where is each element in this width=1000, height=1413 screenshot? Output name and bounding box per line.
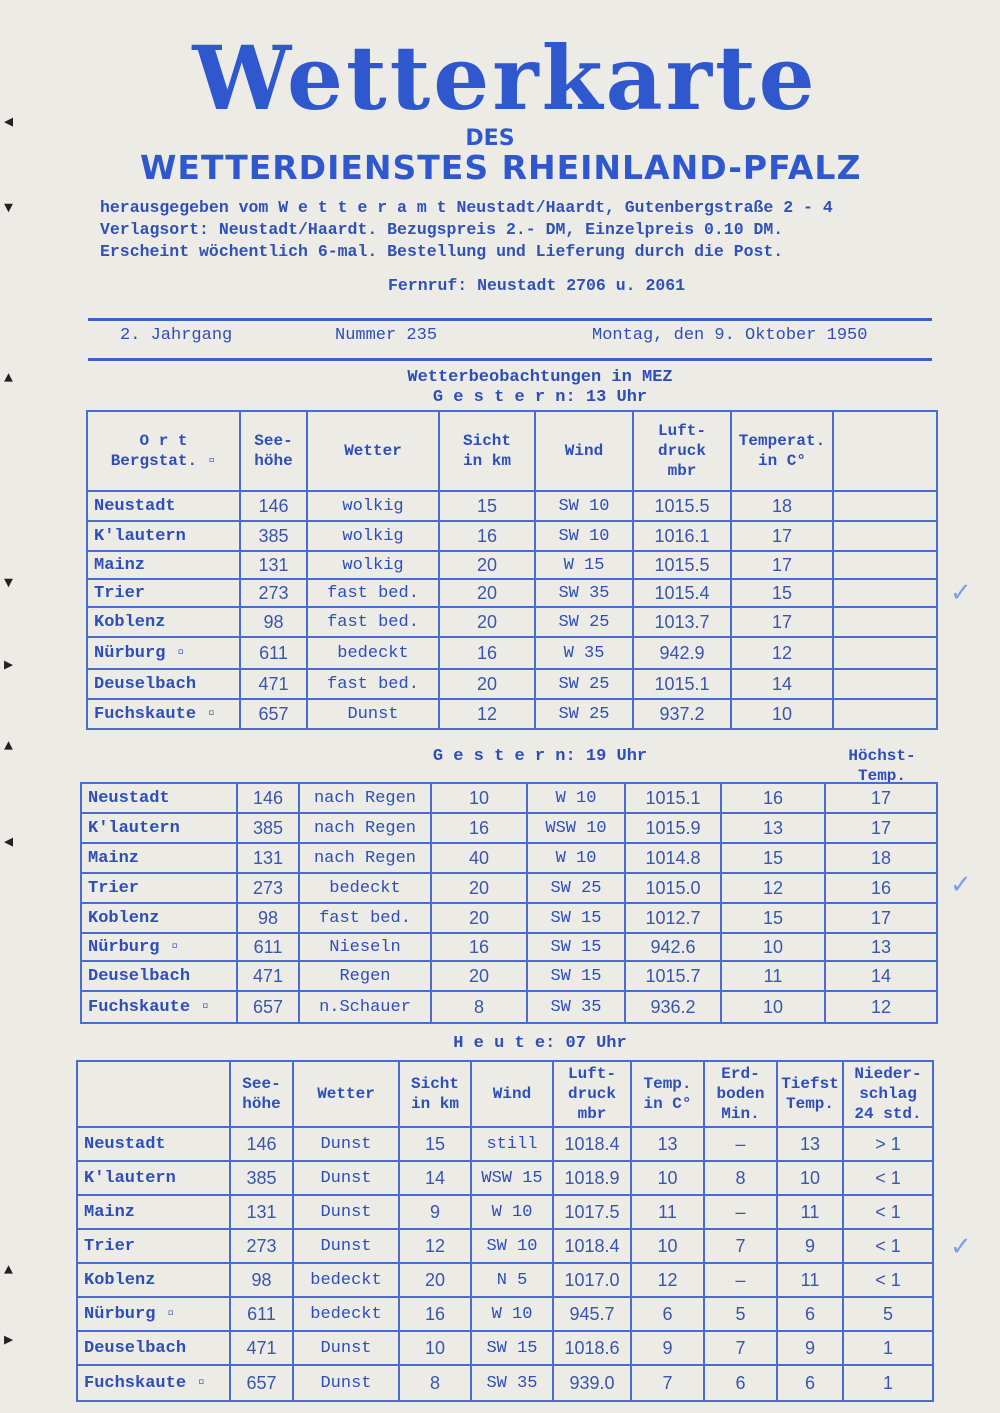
altitude-cell: 385 xyxy=(237,813,299,843)
wind-cell: SW 10 xyxy=(535,521,633,551)
table-row xyxy=(87,607,937,637)
temperature-cell: 14 xyxy=(731,669,833,699)
table-row xyxy=(87,521,937,551)
station-cell: Nürburg ▫ xyxy=(77,1297,230,1331)
weather-cell: bedeckt xyxy=(293,1263,399,1297)
issue-number: Nummer 235 xyxy=(335,326,438,345)
wind-cell: SW 25 xyxy=(535,607,633,637)
altitude-cell: 611 xyxy=(237,933,299,961)
altitude-cell: 131 xyxy=(230,1195,293,1229)
header-seehoehe: See- höhe xyxy=(230,1061,293,1127)
header-seehoehe: See- höhe xyxy=(240,411,307,491)
ground-min-cell: 6 xyxy=(704,1365,777,1401)
min-temp-cell: 9 xyxy=(777,1229,843,1263)
temperature-cell: 18 xyxy=(731,491,833,521)
station-cell: Mainz xyxy=(81,843,237,873)
station-cell: Trier xyxy=(81,873,237,903)
weather-cell: Regen xyxy=(299,961,431,991)
wind-cell: W 15 xyxy=(535,551,633,579)
temperature-cell: 15 xyxy=(731,579,833,607)
header-luftdruck: Luft- druck mbr xyxy=(553,1061,631,1127)
weather-cell: Dunst xyxy=(307,699,439,729)
precipitation-cell: < 1 xyxy=(843,1229,933,1263)
header-ort-empty xyxy=(77,1061,230,1127)
altitude-cell: 657 xyxy=(230,1365,293,1401)
min-temp-cell: 6 xyxy=(777,1365,843,1401)
temperature-cell: 12 xyxy=(731,637,833,669)
altitude-cell: 131 xyxy=(237,843,299,873)
weather-cell: Dunst xyxy=(293,1331,399,1365)
visibility-cell: 15 xyxy=(399,1127,471,1161)
min-temp-cell: 9 xyxy=(777,1331,843,1365)
weather-cell: n.Schauer xyxy=(299,991,431,1023)
weather-cell: Dunst xyxy=(293,1195,399,1229)
wind-cell: WSW 10 xyxy=(527,813,625,843)
temperature-cell: 10 xyxy=(731,699,833,729)
pressure-cell: 1018.9 xyxy=(553,1161,631,1195)
station-cell: Trier xyxy=(87,579,240,607)
altitude-cell: 471 xyxy=(237,961,299,991)
weather-cell: nach Regen xyxy=(299,813,431,843)
weather-cell: Dunst xyxy=(293,1127,399,1161)
phone-line: Fernruf: Neustadt 2706 u. 2061 xyxy=(388,276,686,295)
max-temp-cell: 13 xyxy=(825,933,937,961)
visibility-cell: 16 xyxy=(399,1297,471,1331)
pressure-cell: 1017.0 xyxy=(553,1263,631,1297)
visibility-cell: 20 xyxy=(439,551,535,579)
ground-min-cell: 7 xyxy=(704,1229,777,1263)
pressure-cell: 1018.4 xyxy=(553,1127,631,1161)
pressure-cell: 1016.1 xyxy=(633,521,731,551)
pressure-cell: 936.2 xyxy=(625,991,721,1023)
margin-mark: ▶ xyxy=(4,1332,14,1349)
station-cell: Neustadt xyxy=(77,1127,230,1161)
pressure-cell: 1018.6 xyxy=(553,1331,631,1365)
section-gestern-19-heading: G e s t e r n: 19 Uhr xyxy=(432,747,648,766)
table-row xyxy=(87,669,937,699)
temperature-cell: 17 xyxy=(731,607,833,637)
header-niederschlag: Nieder- schlag 24 std. xyxy=(843,1061,933,1127)
altitude-cell: 657 xyxy=(240,699,307,729)
max-temp-cell: 14 xyxy=(825,961,937,991)
wind-cell: still xyxy=(471,1127,553,1161)
wind-cell: WSW 15 xyxy=(471,1161,553,1195)
weather-cell: Dunst xyxy=(293,1365,399,1401)
visibility-cell: 20 xyxy=(431,873,527,903)
temperature-cell: 9 xyxy=(631,1331,704,1365)
max-temp-cell: 12 xyxy=(825,991,937,1023)
altitude-cell: 471 xyxy=(230,1331,293,1365)
altitude-cell: 611 xyxy=(230,1297,293,1331)
table-row xyxy=(87,637,937,669)
pressure-cell: 1012.7 xyxy=(625,903,721,933)
table-row xyxy=(77,1229,933,1263)
precipitation-cell: < 1 xyxy=(843,1161,933,1195)
altitude-cell: 146 xyxy=(240,491,307,521)
table-row xyxy=(87,579,937,607)
station-cell: Koblenz xyxy=(87,607,240,637)
table-row xyxy=(81,933,937,961)
station-cell: Deuselbach xyxy=(77,1331,230,1365)
station-cell: Neustadt xyxy=(87,491,240,521)
header-wind: Wind xyxy=(535,411,633,491)
visibility-cell: 20 xyxy=(439,607,535,637)
altitude-cell: 273 xyxy=(240,579,307,607)
wind-cell: SW 15 xyxy=(527,933,625,961)
pressure-cell: 939.0 xyxy=(553,1365,631,1401)
table-row xyxy=(87,491,937,521)
temperature-cell: 10 xyxy=(721,991,825,1023)
visibility-cell: 10 xyxy=(431,783,527,813)
visibility-cell: 20 xyxy=(431,903,527,933)
header-hoechst-temp: Höchst- Temp. xyxy=(848,747,916,785)
pressure-cell: 1015.0 xyxy=(625,873,721,903)
max-temp-cell: 16 xyxy=(825,873,937,903)
min-temp-cell: 11 xyxy=(777,1195,843,1229)
wind-cell: W 10 xyxy=(527,783,625,813)
weather-cell: bedeckt xyxy=(293,1297,399,1331)
issue-date: Montag, den 9. Oktober 1950 xyxy=(592,326,868,345)
table-row xyxy=(81,783,937,813)
weather-cell: nach Regen xyxy=(299,843,431,873)
temperature-cell: 17 xyxy=(731,521,833,551)
margin-mark: ▼ xyxy=(4,200,14,217)
wind-cell: SW 25 xyxy=(535,669,633,699)
pressure-cell: 945.7 xyxy=(553,1297,631,1331)
header-tiefst: Tiefst Temp. xyxy=(777,1061,843,1127)
weather-cell: Dunst xyxy=(293,1161,399,1195)
empty-cell xyxy=(833,607,937,637)
visibility-cell: 12 xyxy=(399,1229,471,1263)
weather-cell: wolkig xyxy=(307,521,439,551)
temperature-cell: 16 xyxy=(721,783,825,813)
weather-cell: fast bed. xyxy=(307,669,439,699)
ground-min-cell: – xyxy=(704,1195,777,1229)
altitude-cell: 146 xyxy=(230,1127,293,1161)
temperature-cell: 10 xyxy=(631,1161,704,1195)
temperature-cell: 6 xyxy=(631,1297,704,1331)
visibility-cell: 20 xyxy=(399,1263,471,1297)
ground-min-cell: – xyxy=(704,1127,777,1161)
wind-cell: W 35 xyxy=(535,637,633,669)
section-gestern-13-heading: G e s t e r n: 13 Uhr xyxy=(432,388,648,407)
table-row xyxy=(77,1365,933,1401)
altitude-cell: 98 xyxy=(237,903,299,933)
wind-cell: SW 10 xyxy=(535,491,633,521)
pressure-cell: 1015.7 xyxy=(625,961,721,991)
header-sicht: Sicht in km xyxy=(399,1061,471,1127)
wind-cell: SW 25 xyxy=(527,873,625,903)
temperature-cell: 10 xyxy=(631,1229,704,1263)
station-cell: Mainz xyxy=(87,551,240,579)
header-wind: Wind xyxy=(471,1061,553,1127)
visibility-cell: 15 xyxy=(439,491,535,521)
visibility-cell: 40 xyxy=(431,843,527,873)
publication-schedule-line: Erscheint wöchentlich 6-mal. Bestellung und Lieferung durch die Post. xyxy=(100,242,784,261)
altitude-cell: 611 xyxy=(240,637,307,669)
wind-cell: SW 15 xyxy=(471,1331,553,1365)
table-row xyxy=(87,699,937,729)
table-row xyxy=(81,991,937,1023)
pressure-cell: 1015.4 xyxy=(633,579,731,607)
precipitation-cell: < 1 xyxy=(843,1195,933,1229)
station-cell: Fuchskaute ▫ xyxy=(77,1365,230,1401)
altitude-cell: 98 xyxy=(240,607,307,637)
precipitation-cell: 1 xyxy=(843,1331,933,1365)
visibility-cell: 10 xyxy=(399,1331,471,1365)
check-mark-icon: ✓ xyxy=(950,578,972,608)
ground-min-cell: 8 xyxy=(704,1161,777,1195)
ground-min-cell: 5 xyxy=(704,1297,777,1331)
table-row xyxy=(81,873,937,903)
temperature-cell: 17 xyxy=(731,551,833,579)
check-mark-icon: ✓ xyxy=(950,1232,972,1262)
margin-mark: ▲ xyxy=(4,1262,14,1279)
station-cell: Koblenz xyxy=(77,1263,230,1297)
empty-cell xyxy=(833,669,937,699)
temperature-cell: 11 xyxy=(721,961,825,991)
empty-cell xyxy=(833,521,937,551)
table-row xyxy=(81,903,937,933)
empty-cell xyxy=(833,699,937,729)
station-cell: Nürburg ▫ xyxy=(81,933,237,961)
station-cell: Deuselbach xyxy=(81,961,237,991)
header-wetter: Wetter xyxy=(307,411,439,491)
wind-cell: SW 15 xyxy=(527,903,625,933)
max-temp-cell: 17 xyxy=(825,903,937,933)
publisher-line: herausgegeben vom W e t t e r a m t Neustadt/Haardt, Gutenbergstraße 2 - 4 xyxy=(100,198,833,217)
pressure-cell: 1014.8 xyxy=(625,843,721,873)
altitude-cell: 471 xyxy=(240,669,307,699)
ground-min-cell: – xyxy=(704,1263,777,1297)
observations-heading: Wetterbeobachtungen in MEZ xyxy=(407,368,673,387)
divider-bottom xyxy=(88,358,932,361)
visibility-cell: 20 xyxy=(431,961,527,991)
volume-label: 2. Jahrgang xyxy=(120,326,233,345)
station-cell: K'lautern xyxy=(87,521,240,551)
min-temp-cell: 11 xyxy=(777,1263,843,1297)
visibility-cell: 16 xyxy=(439,521,535,551)
station-cell: Mainz xyxy=(77,1195,230,1229)
pressure-cell: 1015.5 xyxy=(633,551,731,579)
min-temp-cell: 13 xyxy=(777,1127,843,1161)
wind-cell: N 5 xyxy=(471,1263,553,1297)
max-temp-cell: 18 xyxy=(825,843,937,873)
pressure-cell: 942.6 xyxy=(625,933,721,961)
header-sicht: Sicht in km xyxy=(439,411,535,491)
margin-mark: ▼ xyxy=(4,575,14,592)
max-temp-cell: 17 xyxy=(825,813,937,843)
temperature-cell: 15 xyxy=(721,903,825,933)
temperature-cell: 11 xyxy=(631,1195,704,1229)
weather-cell: wolkig xyxy=(307,491,439,521)
visibility-cell: 16 xyxy=(431,813,527,843)
table-row xyxy=(81,961,937,991)
table-row xyxy=(77,1297,933,1331)
altitude-cell: 273 xyxy=(230,1229,293,1263)
ground-min-cell: 7 xyxy=(704,1331,777,1365)
table-row xyxy=(87,551,937,579)
empty-cell xyxy=(833,637,937,669)
pressure-cell: 1015.9 xyxy=(625,813,721,843)
min-temp-cell: 10 xyxy=(777,1161,843,1195)
visibility-cell: 8 xyxy=(399,1365,471,1401)
wind-cell: SW 10 xyxy=(471,1229,553,1263)
weather-cell: fast bed. xyxy=(307,579,439,607)
publication-place-line: Verlagsort: Neustadt/Haardt. Bezugspreis 2.- DM, Einzelpreis 0.10 DM. xyxy=(100,220,784,239)
altitude-cell: 146 xyxy=(237,783,299,813)
margin-mark: ◀ xyxy=(4,834,14,851)
wind-cell: SW 35 xyxy=(527,991,625,1023)
table-row xyxy=(77,1161,933,1195)
station-cell: Fuchskaute ▫ xyxy=(87,699,240,729)
table-gestern-13 xyxy=(86,410,938,730)
empty-cell xyxy=(833,579,937,607)
divider-top xyxy=(88,318,932,321)
precipitation-cell: 1 xyxy=(843,1365,933,1401)
station-cell: Fuchskaute ▫ xyxy=(81,991,237,1023)
altitude-cell: 385 xyxy=(230,1161,293,1195)
table-row xyxy=(77,1195,933,1229)
temperature-cell: 12 xyxy=(721,873,825,903)
check-mark-icon: ✓ xyxy=(950,870,972,900)
wind-cell: SW 25 xyxy=(535,699,633,729)
station-cell: Koblenz xyxy=(81,903,237,933)
pressure-cell: 1015.1 xyxy=(625,783,721,813)
wind-cell: SW 15 xyxy=(527,961,625,991)
weather-cell: fast bed. xyxy=(299,903,431,933)
wind-cell: SW 35 xyxy=(471,1365,553,1401)
station-cell: Nürburg ▫ xyxy=(87,637,240,669)
precipitation-cell: < 1 xyxy=(843,1263,933,1297)
altitude-cell: 273 xyxy=(237,873,299,903)
weather-cell: bedeckt xyxy=(299,873,431,903)
wind-cell: SW 35 xyxy=(535,579,633,607)
wind-cell: W 10 xyxy=(471,1195,553,1229)
station-cell: Neustadt xyxy=(81,783,237,813)
margin-mark: ◀ xyxy=(4,114,14,131)
precipitation-cell: > 1 xyxy=(843,1127,933,1161)
pressure-cell: 937.2 xyxy=(633,699,731,729)
pressure-cell: 1018.4 xyxy=(553,1229,631,1263)
visibility-cell: 16 xyxy=(439,637,535,669)
temperature-cell: 13 xyxy=(721,813,825,843)
weather-cell: Dunst xyxy=(293,1229,399,1263)
station-cell: K'lautern xyxy=(77,1161,230,1195)
margin-mark: ▶ xyxy=(4,657,14,674)
margin-mark: ▲ xyxy=(4,738,14,755)
pressure-cell: 1015.5 xyxy=(633,491,731,521)
table-row xyxy=(81,813,937,843)
precipitation-cell: 5 xyxy=(843,1297,933,1331)
station-cell: Deuselbach xyxy=(87,669,240,699)
header-ort: O r t Bergstat. ▫ xyxy=(87,411,240,491)
visibility-cell: 20 xyxy=(439,669,535,699)
margin-mark: ▲ xyxy=(4,370,14,387)
pressure-cell: 1015.1 xyxy=(633,669,731,699)
weather-cell: Nieseln xyxy=(299,933,431,961)
visibility-cell: 20 xyxy=(439,579,535,607)
temperature-cell: 12 xyxy=(631,1263,704,1297)
header-luftdruck: Luft- druck mbr xyxy=(633,411,731,491)
newspaper-title: Wetterkarte xyxy=(192,26,818,130)
pressure-cell: 1017.5 xyxy=(553,1195,631,1229)
station-cell: K'lautern xyxy=(81,813,237,843)
table-row xyxy=(81,843,937,873)
weather-cell: bedeckt xyxy=(307,637,439,669)
altitude-cell: 98 xyxy=(230,1263,293,1297)
max-temp-cell: 17 xyxy=(825,783,937,813)
weather-cell: fast bed. xyxy=(307,607,439,637)
table-row xyxy=(77,1263,933,1297)
header-empty xyxy=(833,411,937,491)
min-temp-cell: 6 xyxy=(777,1297,843,1331)
wind-cell: W 10 xyxy=(527,843,625,873)
visibility-cell: 14 xyxy=(399,1161,471,1195)
temperature-cell: 7 xyxy=(631,1365,704,1401)
altitude-cell: 131 xyxy=(240,551,307,579)
section-heute-07-heading: H e u t e: 07 Uhr xyxy=(453,1034,627,1053)
header-erdboden: Erd- boden Min. xyxy=(704,1061,777,1127)
weather-cell: nach Regen xyxy=(299,783,431,813)
table-gestern-19 xyxy=(80,782,938,1024)
weather-cell: wolkig xyxy=(307,551,439,579)
visibility-cell: 9 xyxy=(399,1195,471,1229)
visibility-cell: 12 xyxy=(439,699,535,729)
table-row xyxy=(77,1127,933,1161)
pressure-cell: 942.9 xyxy=(633,637,731,669)
temperature-cell: 10 xyxy=(721,933,825,961)
empty-cell xyxy=(833,491,937,521)
temperature-cell: 15 xyxy=(721,843,825,873)
altitude-cell: 657 xyxy=(237,991,299,1023)
station-cell: Trier xyxy=(77,1229,230,1263)
table-heute-07 xyxy=(76,1060,934,1402)
header-wetter: Wetter xyxy=(293,1061,399,1127)
visibility-cell: 8 xyxy=(431,991,527,1023)
pressure-cell: 1013.7 xyxy=(633,607,731,637)
altitude-cell: 385 xyxy=(240,521,307,551)
wind-cell: W 10 xyxy=(471,1297,553,1331)
table-row xyxy=(77,1331,933,1365)
empty-cell xyxy=(833,551,937,579)
title-des: DES xyxy=(465,126,515,151)
temperature-cell: 13 xyxy=(631,1127,704,1161)
subtitle: WETTERDIENSTES RHEINLAND-PFALZ xyxy=(140,148,862,187)
header-temp: Temp. in C° xyxy=(631,1061,704,1127)
header-temperatur: Temperat. in C° xyxy=(731,411,833,491)
visibility-cell: 16 xyxy=(431,933,527,961)
